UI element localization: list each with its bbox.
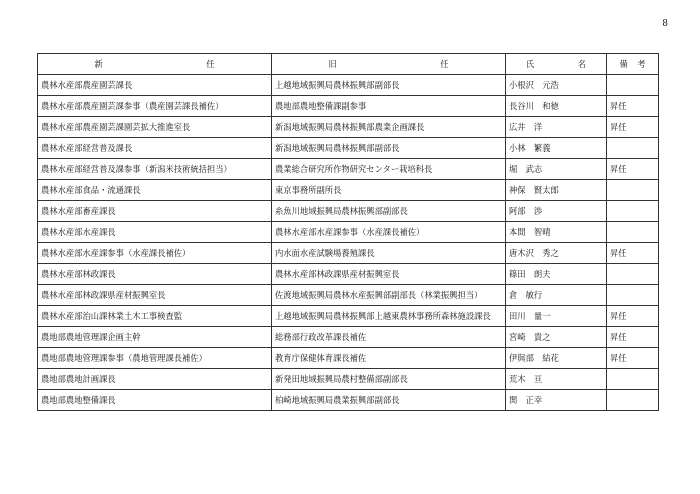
table-row	[38, 285, 659, 306]
remarks-cell: 昇任	[607, 117, 659, 138]
old-post-cell: 内水面水産試験場養殖課長	[272, 243, 506, 264]
name-cell: 荒木 亘	[506, 369, 607, 390]
remarks-cell	[607, 201, 659, 222]
old-post-cell: 糸魚川地域振興局農林振興部副部長	[272, 201, 506, 222]
new-post-cell: 農林水産部水産課長	[38, 222, 272, 243]
old-post-cell: 農業総合研究所作物研究センター栽培科長	[272, 159, 506, 180]
new-post-cell: 農林水産部農産園芸課長	[38, 75, 272, 96]
remarks-cell: 昇任	[607, 327, 659, 348]
new-post-cell: 農林水産部農産園芸課参事（農産園芸課長補佐）	[38, 96, 272, 117]
remarks-cell	[607, 138, 659, 159]
table-row	[38, 243, 659, 264]
new-post-cell: 農林水産部畜産課長	[38, 201, 272, 222]
new-post-cell: 農地部農地計画課長	[38, 369, 272, 390]
remarks-cell: 昇任	[607, 159, 659, 180]
old-post-cell: 東京事務所副所長	[272, 180, 506, 201]
header-row	[38, 54, 659, 75]
remarks-cell	[607, 180, 659, 201]
remarks-cell: 昇任	[607, 243, 659, 264]
remarks-cell	[607, 264, 659, 285]
old-post-cell: 新潟地域振興局農林振興部副部長	[272, 138, 506, 159]
table-row	[38, 96, 659, 117]
name-cell: 唐木沢 秀之	[506, 243, 607, 264]
name-cell: 篠田 朗夫	[506, 264, 607, 285]
page-number: 8	[662, 19, 668, 29]
remarks-cell: 昇任	[607, 96, 659, 117]
name-cell: 小根沢 元浩	[506, 75, 607, 96]
table-row	[38, 348, 659, 369]
name-cell: 長谷川 和徳	[506, 96, 607, 117]
name-cell: 伊與部 結花	[506, 348, 607, 369]
table-row	[38, 222, 659, 243]
old-post-cell: 農林水産部水産課参事（水産課長補佐）	[272, 222, 506, 243]
new-post-cell: 農林水産部林政課県産材振興室長	[38, 285, 272, 306]
table-row	[38, 390, 659, 411]
table-row	[38, 138, 659, 159]
old-post-cell: 上越地域振興局農林振興部副部長	[272, 75, 506, 96]
name-cell: 小林 繁義	[506, 138, 607, 159]
table-row	[38, 75, 659, 96]
table-row	[38, 369, 659, 390]
new-post-cell: 農地部農地整備課長	[38, 390, 272, 411]
remarks-cell	[607, 75, 659, 96]
new-post-cell: 農林水産部治山課林業土木工事検査監	[38, 306, 272, 327]
name-cell: 倉 敏行	[506, 285, 607, 306]
old-post-cell: 教育庁保健体育課長補佐	[272, 348, 506, 369]
remarks-cell	[607, 390, 659, 411]
remarks-cell	[607, 222, 659, 243]
old-post-cell: 柏崎地域振興局農業振興部副部長	[272, 390, 506, 411]
name-cell: 田川 量一	[506, 306, 607, 327]
personnel-table	[37, 53, 659, 411]
header-name: 氏 名	[506, 54, 607, 75]
old-post-cell: 新潟地域振興局農林振興部農業企画課長	[272, 117, 506, 138]
new-post-cell: 農林水産部林政課長	[38, 264, 272, 285]
name-cell: 堀 武志	[506, 159, 607, 180]
name-cell: 本間 智晴	[506, 222, 607, 243]
table-row	[38, 180, 659, 201]
table-row	[38, 159, 659, 180]
new-post-cell: 農地部農地管理課参事（農地管理課長補佐）	[38, 348, 272, 369]
new-post-cell: 農林水産部水産課参事（水産課長補佐）	[38, 243, 272, 264]
name-cell: 阿部 渉	[506, 201, 607, 222]
table-row	[38, 117, 659, 138]
remarks-cell: 昇任	[607, 306, 659, 327]
new-post-cell: 農林水産部経営普及課長	[38, 138, 272, 159]
new-post-cell: 農林水産部食品・流通課長	[38, 180, 272, 201]
table-row	[38, 264, 659, 285]
old-post-cell: 農地部農地整備課副参事	[272, 96, 506, 117]
old-post-cell: 佐渡地域振興局農林水産振興部副部長（林業振興担当）	[272, 285, 506, 306]
name-cell: 広井 洋	[506, 117, 607, 138]
table-row	[38, 327, 659, 348]
old-post-cell: 新発田地域振興局農村整備部副部長	[272, 369, 506, 390]
header-remarks: 備 考	[607, 54, 659, 75]
name-cell: 関 正幸	[506, 390, 607, 411]
remarks-cell	[607, 369, 659, 390]
table-row	[38, 306, 659, 327]
old-post-cell: 上越地域振興局農林振興部上越東農林事務所森林施設課長	[272, 306, 506, 327]
table-row	[38, 201, 659, 222]
new-post-cell: 農林水産部農産園芸課園芸拡大推進室長	[38, 117, 272, 138]
remarks-cell	[607, 285, 659, 306]
name-cell: 宮崎 貴之	[506, 327, 607, 348]
header-old-post: 旧 任	[272, 54, 506, 75]
old-post-cell: 総務部行政改革課長補佐	[272, 327, 506, 348]
new-post-cell: 農林水産部経営普及課参事（新潟米技術統括担当）	[38, 159, 272, 180]
remarks-cell: 昇任	[607, 348, 659, 369]
name-cell: 神保 賢太郎	[506, 180, 607, 201]
header-new-post: 新 任	[38, 54, 272, 75]
table-body	[38, 75, 659, 411]
old-post-cell: 農林水産部林政課県産材振興室長	[272, 264, 506, 285]
new-post-cell: 農地部農地管理課企画主幹	[38, 327, 272, 348]
